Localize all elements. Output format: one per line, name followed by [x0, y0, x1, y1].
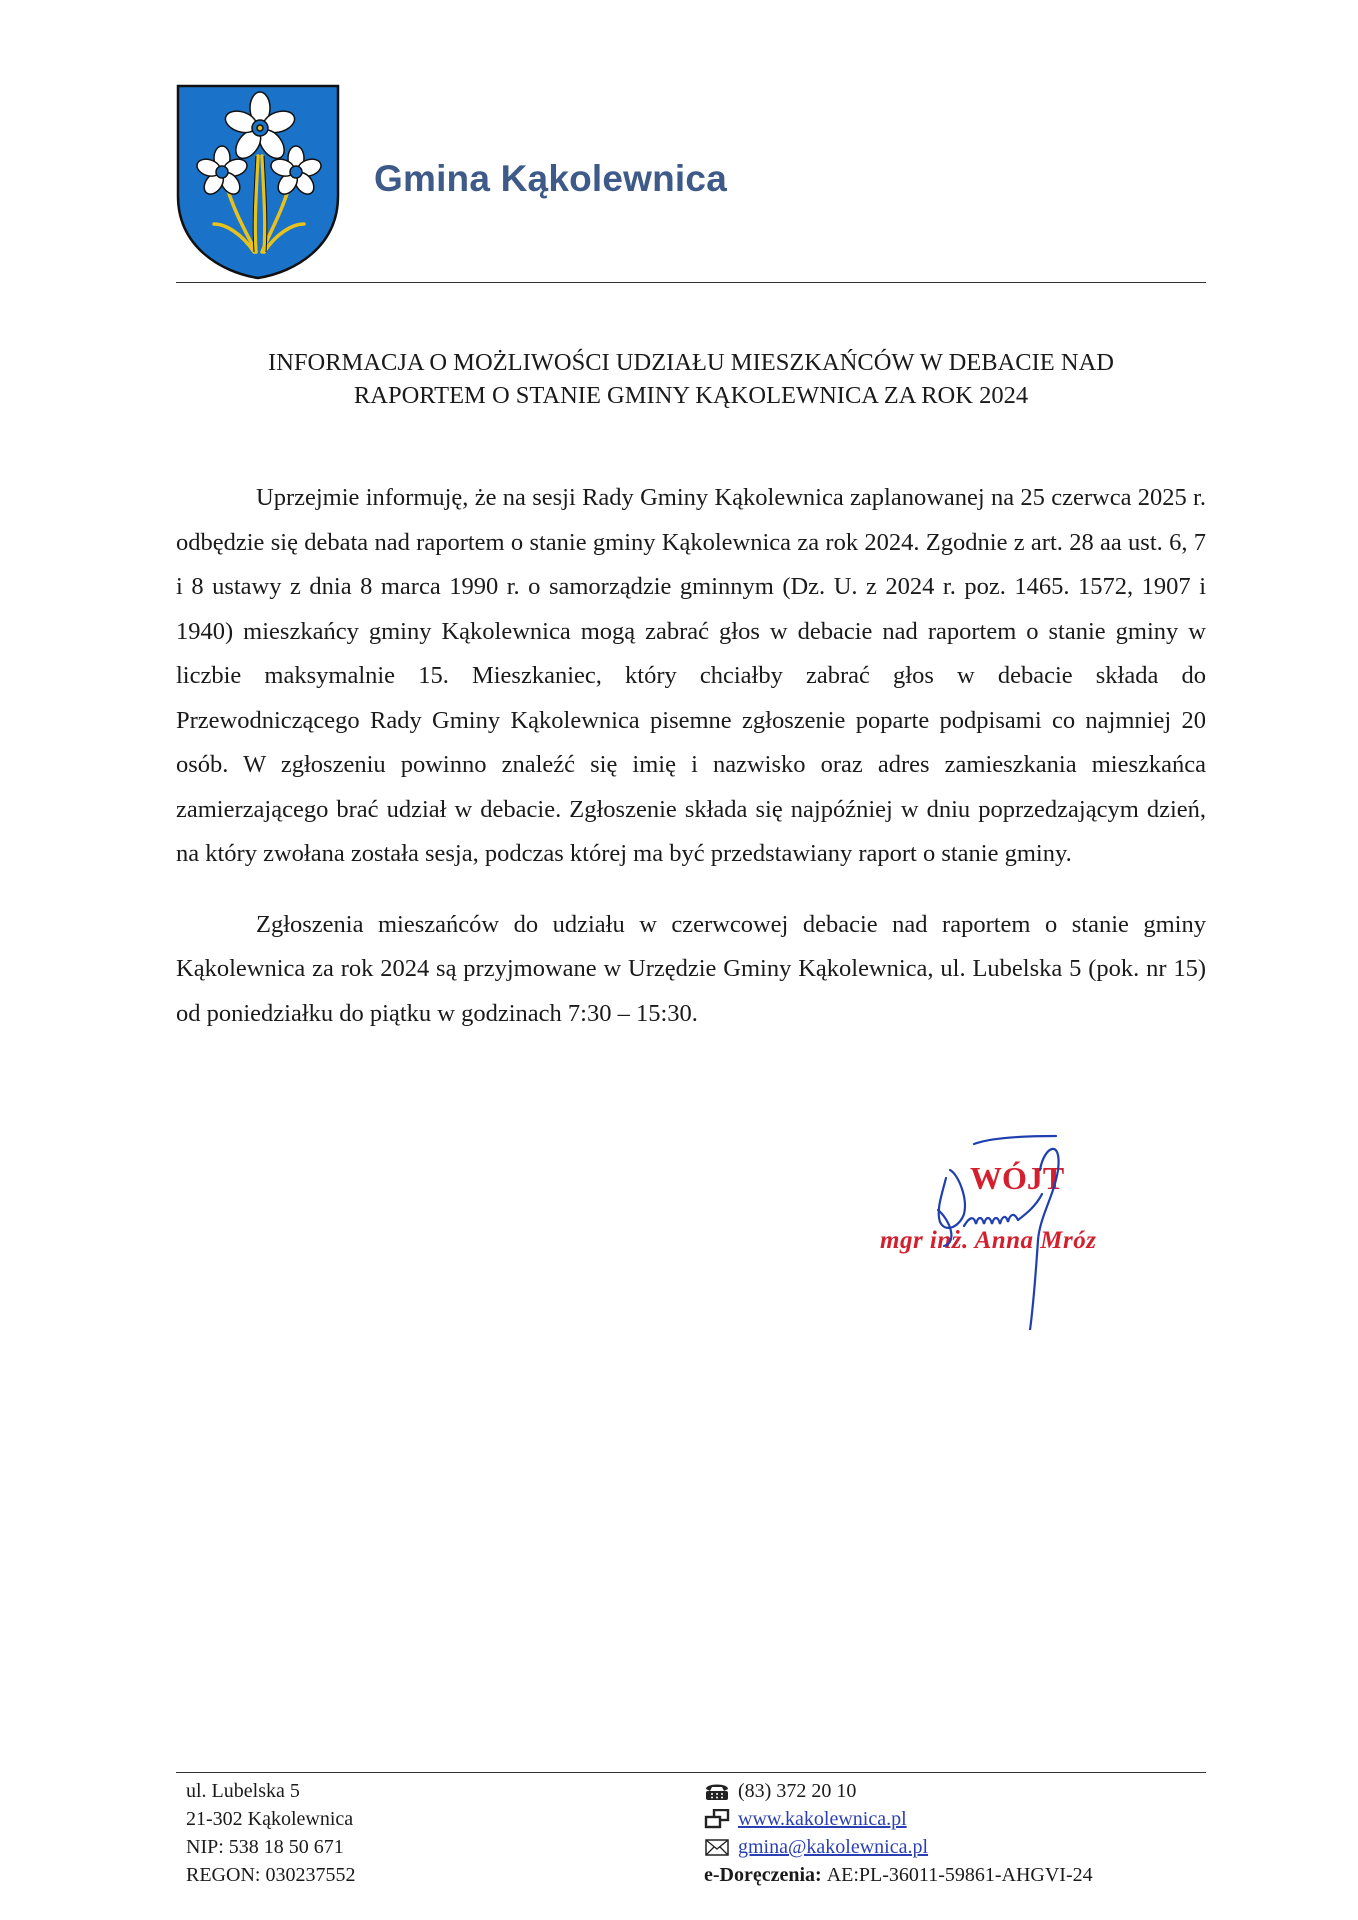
document-body	[176, 476, 1206, 1036]
email-link[interactable]: gmina@kakolewnica.pl	[738, 1836, 929, 1858]
website-link[interactable]: www.kakolewnica.pl	[738, 1808, 907, 1830]
envelope-icon	[704, 1837, 730, 1857]
body-paragraph-2: Zgłoszenia mieszańców do udziału w czerwcowej debacie nad raportem o stanie gminy Kąkolewnica za rok 2024 są przyjmowane w Urzędzie Gminy Kąkolewnica, ul. Lubelska 5 (pok. nr 15) od poniedziałku do piątku w godzinach 7:30 – 15:30.	[176, 910, 1206, 1027]
stamp-name: mgr inż. Anna Mróz	[880, 1227, 1097, 1254]
edoreczenia-address: AE:PL-36011-59861-AHGVI-24	[826, 1864, 1093, 1886]
footer-contact	[704, 1777, 1093, 1889]
signature-block	[880, 1130, 1180, 1330]
crest-icon	[176, 84, 340, 280]
title-line-2: RAPORTEM O STANIE GMINY KĄKOLEWNICA ZA ROK 2024	[353, 382, 1029, 409]
header-divider	[176, 282, 1206, 283]
email-row	[704, 1833, 1093, 1861]
title-line-1: INFORMACJA O MOŻLIWOŚCI UDZIAŁU MIESZKAŃCÓW W DEBACIE NAD	[268, 349, 1114, 376]
footer-address	[186, 1777, 355, 1889]
phone-icon	[704, 1781, 730, 1801]
website-row	[704, 1805, 1093, 1833]
letterhead	[176, 84, 1206, 284]
body-paragraph-1: Uprzejmie informuję, że na sesji Rady Gminy Kąkolewnica zaplanowanej na 25 czerwca 2025 r. odbędzie się debata nad raportem o stanie gminy Kąkolewnica za rok 2024. Zgodnie z art. 28 aa ust. 6, 7 i 8 ustawy z dnia 8 marca 1990 r. o samorządzie gminnym (Dz. U. z 2024 r. poz. 1465. 1572, 1907 i 1940) mieszkańcy gminy Kąkolewnica mogą zabrać głos w debacie nad raportem o stanie gminy w liczbie maksymalnie 15. Mieszkaniec, który chciałby zabrać głos w debacie składa do Przewodniczącego Rady Gminy Kąkolewnica pisemne zgłoszenie poparte podpisami co najmniej 20 osób. W zgłoszeniu powinno znaleźć się imię i nazwisko oraz adres zamieszkania mieszkańca zamierzającego brać udział w debacie. Zgłoszenie składa się najpóźniej w dniu poprzedzającym dzień, na który zwołana została sesja, podczas której ma być przedstawiany raport o stanie gminy.	[176, 484, 1206, 867]
address-city: 21-302 Kąkolewnica	[186, 1808, 354, 1830]
address-street: ul. Lubelska 5	[186, 1780, 300, 1802]
nip-number: NIP: 538 18 50 671	[186, 1836, 344, 1858]
edoreczenia-row	[704, 1861, 1093, 1889]
municipality-name: Gmina Kąkolewnica	[374, 158, 727, 199]
edoreczenia-label: e-Doręczenia:	[704, 1864, 822, 1886]
document-title	[176, 346, 1206, 412]
computer-icon	[704, 1809, 730, 1829]
regon-number: REGON: 030237552	[186, 1864, 356, 1886]
footer-divider	[176, 1772, 1206, 1773]
handwritten-signature	[880, 1130, 1180, 1330]
stamp-title: WÓJT	[970, 1160, 1065, 1196]
phone-row	[704, 1777, 1093, 1805]
phone-number: (83) 372 20 10	[738, 1780, 857, 1802]
